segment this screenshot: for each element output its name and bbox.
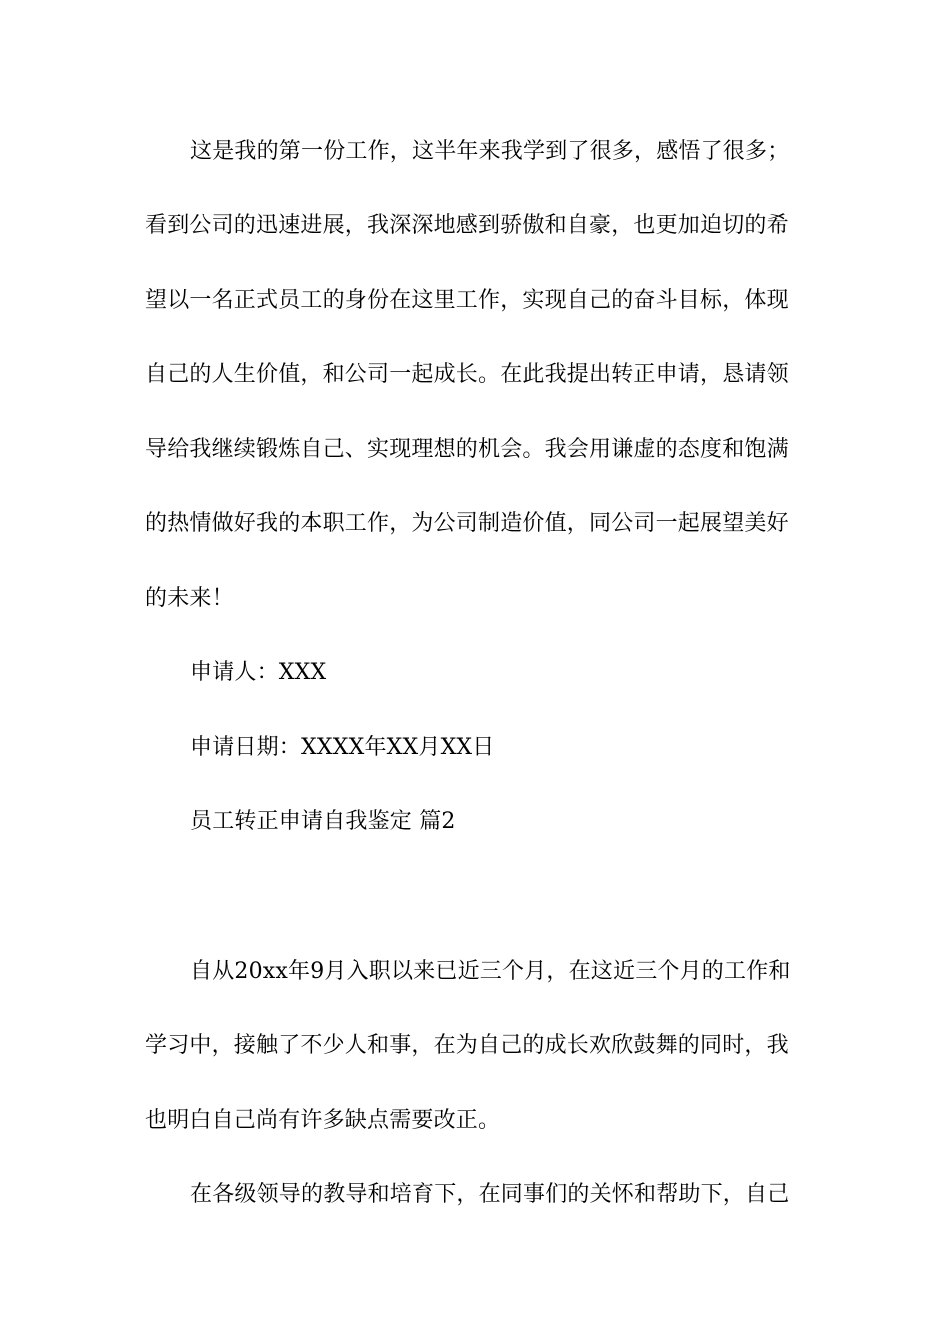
apply-date-line: 申请日期：XXXX年XX月XX日 (190, 735, 495, 760)
paragraph-3-line-1: 在各级领导的教导和培育下，在同事们的关怀和帮助下，自己 (190, 1182, 790, 1207)
paragraph-2-line-3: 也明白自己尚有许多缺点需要改正。 (145, 1108, 501, 1133)
paragraph-1-line-2: 看到公司的迅速进展，我深深地感到骄傲和自豪，也更加迫切的希 (145, 213, 789, 238)
paragraph-1-line-1: 这是我的第一份工作，这半年来我学到了很多，感悟了很多； (190, 139, 790, 164)
paragraph-1-line-5: 导给我继续锻炼自己、实现理想的机会。我会用谦虚的态度和饱满 (145, 437, 789, 462)
paragraph-2-line-2: 学习中，接触了不少人和事，在为自己的成长欢欣鼓舞的同时，我 (145, 1033, 789, 1058)
section-title: 员工转正申请自我鉴定 篇2 (190, 809, 456, 834)
paragraph-1-line-4: 自己的人生价值，和公司一起成长。在此我提出转正申请，恳请领 (145, 362, 789, 387)
paragraph-1-line-3: 望以一名正式员工的身份在这里工作，实现自己的奋斗目标，体现 (145, 288, 789, 313)
paragraph-1-line-7: 的未来！ (145, 586, 234, 611)
paragraph-1-line-6: 的热情做好我的本职工作，为公司制造价值，同公司一起展望美好 (145, 511, 789, 536)
applicant-line: 申请人：XXX (190, 660, 327, 685)
paragraph-2-line-1: 自从20xx年9月入职以来已近三个月，在这近三个月的工作和 (190, 959, 791, 984)
